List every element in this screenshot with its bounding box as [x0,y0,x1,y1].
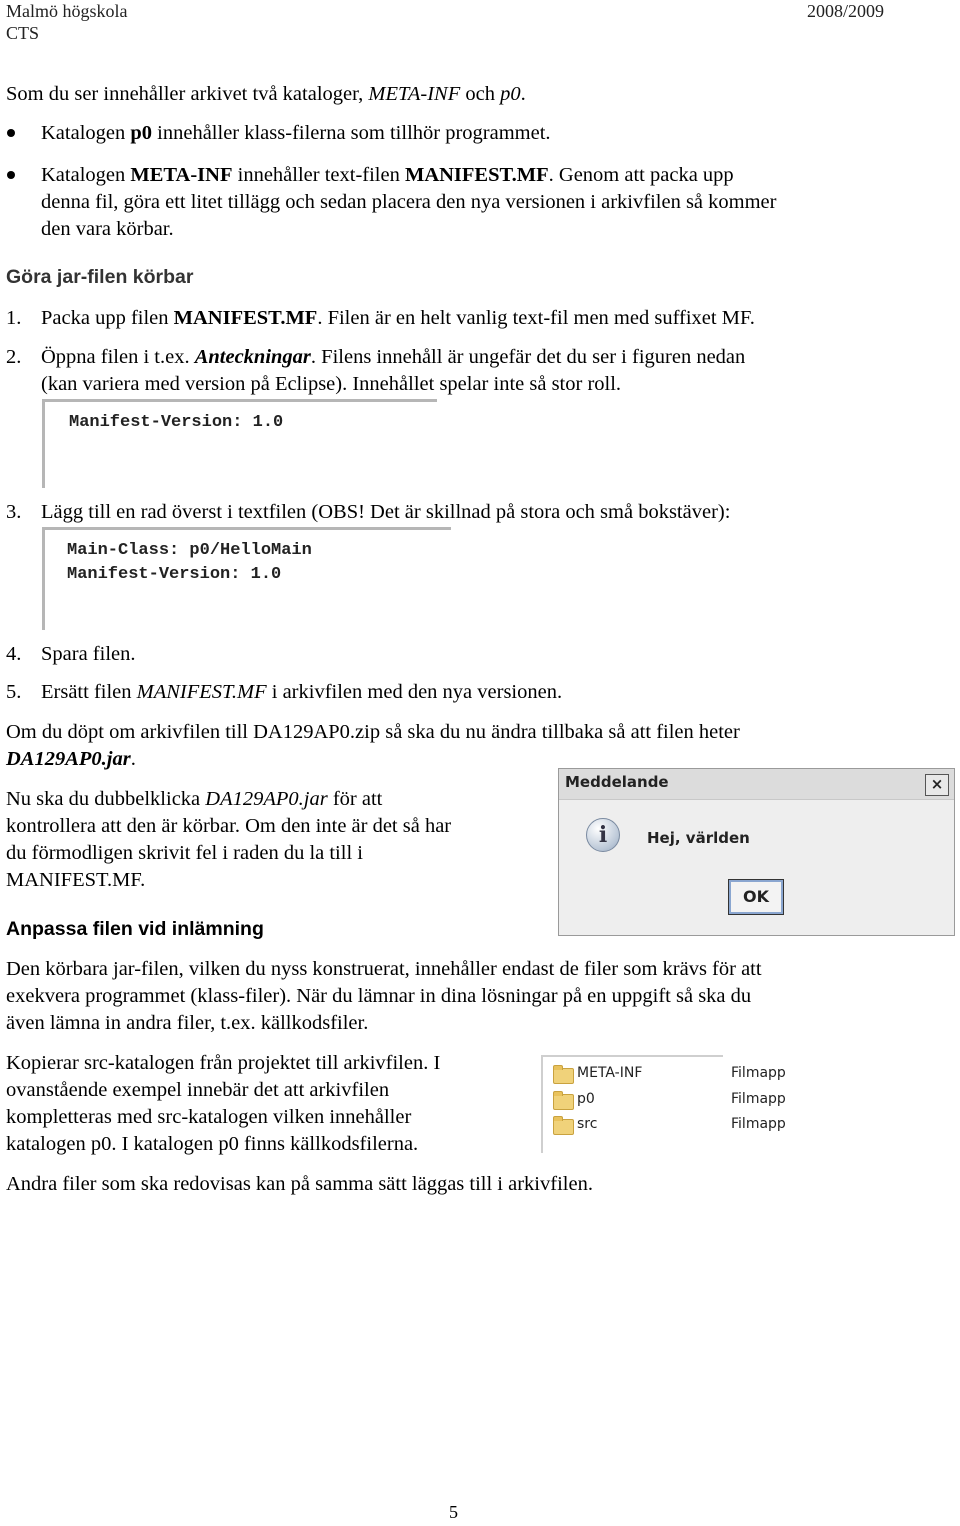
bullet-meta-inf: Katalogen META-INF innehåller text-filen MANIFEST.MF. Genom att packa upp [41,164,734,186]
step-1-number: 1. [6,307,22,329]
step-3-text: Lägg till en rad överst i textfilen (OBS! Det är skillnad på stora och små bokstäver): [41,501,731,523]
step-2-text: Öppna filen i t.ex. Anteckningar. Filens innehåll är ungefär det du ser i figuren nedan [41,346,746,368]
folder-name[interactable]: src [577,1116,598,1132]
para2-line3: kompletteras med src-katalogen vilken innehåller [6,1106,412,1128]
header-dept: CTS [6,23,40,43]
dialog-titlebar [559,769,954,800]
folder-name[interactable]: p0 [577,1091,595,1107]
section-heading-korbar: Göra jar-filen körbar [6,266,194,288]
para1-line1: Den körbara jar-filen, vilken du nyss konstruerat, innehåller endast de filer som krävs för att [6,958,762,980]
folder-type: Filmapp [731,1065,786,1081]
step-5-text: Ersätt filen MANIFEST.MF i arkivfilen med den nya versionen. [41,681,563,703]
folder-icon [553,1068,574,1084]
rename-line2: DA129AP0.jar. [6,748,136,770]
para2-line4: katalogen p0. I katalogen p0 finns källkodsfilerna. [6,1133,419,1155]
code-line: Manifest-Version: 1.0 [67,565,282,584]
step-2-line2: (kan variera med version på Eclipse). Innehållet spelar inte så stor roll. [41,373,622,395]
step-5-number: 5. [6,681,22,703]
folder-type: Filmapp [731,1116,786,1132]
para1-line3: även lämna in andra filer, t.ex. källkodsfiler. [6,1012,369,1034]
step-1-text: Packa upp filen MANIFEST.MF. Filen är en helt vanlig text-fil men med suffixet MF. [41,307,755,329]
close-icon[interactable]: × [925,774,949,796]
archive-folder-listing [541,1055,786,1153]
info-icon: i [586,818,620,852]
bullet-p0: Katalogen p0 innehåller klass-filerna som tillhör programmet. [41,122,551,144]
check-line3: du förmodligen skrivit fel i raden du la till i [6,842,363,864]
rename-line1: Om du döpt om arkivfilen till DA129AP0.zip så ska du nu ändra tillbaka så att filen heter [6,721,740,743]
dialog-title: Meddelande [565,773,669,791]
check-line1: Nu ska du dubbelklicka DA129AP0.jar för att [6,788,383,810]
bullet-meta-inf-line2: denna fil, göra ett litet tillägg och sedan placera den nya versionen i arkivfilen så kommer [41,191,777,213]
folder-icon [553,1094,574,1110]
bullet-dot [7,129,15,137]
step-4-text: Spara filen. [41,643,136,665]
folder-name[interactable]: META-INF [577,1065,643,1081]
step-4-number: 4. [6,643,22,665]
manifest-modified-figure [42,527,451,630]
intro-text: Som du ser innehåller arkivet två kataloger, META-INF och p0. [6,83,526,105]
section-heading-inlamning: Anpassa filen vid inlämning [6,918,264,940]
para1-line2: exekvera programmet (klass-filer). När du lämnar in dina lösningar på en uppgift så ska du [6,985,752,1007]
step-2-number: 2. [6,346,22,368]
check-line2: kontrollera att den är körbar. Om den inte är det så har [6,815,452,837]
manifest-original-figure [42,399,437,488]
folder-type: Filmapp [731,1091,786,1107]
dialog-message: Hej, världen [647,829,750,847]
check-line4: MANIFEST.MF. [6,869,146,891]
code-line: Manifest-Version: 1.0 [69,413,284,432]
para3-text: Andra filer som ska redovisas kan på samma sätt läggas till i arkivfilen. [6,1173,593,1195]
ok-button[interactable]: OK [728,879,784,915]
message-dialog [558,768,955,936]
para2-line2: ovanstående exempel innebär det att arkivfilen [6,1079,390,1101]
bullet-dot [7,171,15,179]
header-year: 2008/2009 [807,1,885,21]
header-school: Malmö högskola [6,1,128,21]
bullet-meta-inf-line3: den vara körbar. [41,218,174,240]
step-3-number: 3. [6,501,22,523]
code-line: Main-Class: p0/HelloMain [67,541,312,560]
page-number: 5 [449,1502,458,1522]
folder-icon [553,1119,574,1135]
para2-line1: Kopierar src-katalogen från projektet till arkivfilen. I [6,1052,441,1074]
